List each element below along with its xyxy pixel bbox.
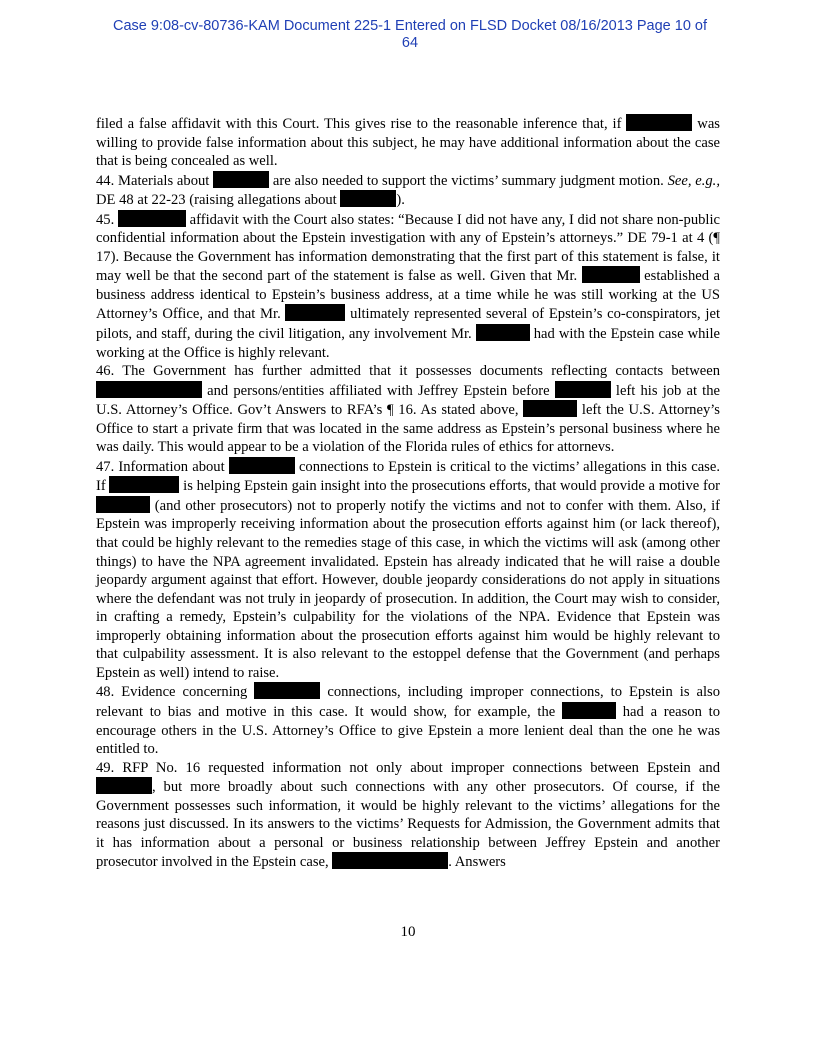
text-run: 45. (96, 211, 118, 228)
text-run: and persons/entities affiliated with Jeffrey Epstein before (202, 382, 555, 399)
text-run: 48. Evidence concerning (96, 684, 255, 701)
text-run: 49. RFP No. 16 requested information not only about improper connections between Epstein and (96, 759, 720, 776)
redaction-box (626, 114, 692, 131)
redaction-box (555, 381, 611, 398)
text-run: established a business address identical to Epstein’s business address, at a time while he was still working at the US Attorney’s Office, and that Mr. (96, 268, 720, 323)
text-run: is helping Epstein gain insight into the prosecutions efforts, that would provide a motive for (179, 478, 720, 495)
redaction-box (213, 171, 269, 188)
document-body (96, 114, 720, 872)
redaction-box (285, 304, 345, 321)
text-run: 46. The Government has further admitted that it possesses documents reflecting contacts between (96, 363, 720, 380)
docket-header-line2: 64 (401, 35, 419, 51)
text-run: had a reason to encourage others in the U.S. Attorney’s Office to give Epstein a more lenient deal than the one he was entitled to. (96, 703, 720, 758)
redaction-box (96, 496, 150, 513)
redaction-box (96, 381, 202, 398)
text-run: , but more broadly about such connections with any other prosecutors. Of course, if the Government possesses such information, it would be highly relevant to the victims’ allegations for the reasons just discussed. In its answers to the victims’ Requests for Admission, the Government admits that it has information about a personal or business relationship between Jeffrey Epstein and another prosecutor involved in the Epstein case, (96, 779, 720, 871)
redaction-box (332, 852, 448, 869)
redaction-box (523, 400, 577, 417)
redaction-box (476, 324, 530, 341)
text-run: 47. Information about (96, 458, 229, 475)
paragraph-44 (96, 171, 720, 210)
redaction-box (562, 702, 616, 719)
text-run: ultimately represented several of Epstein’s co-conspirators, jet pilots, and staff, during the civil litigation, any involvement Mr. (96, 306, 720, 343)
text-run: 44. Materials about (96, 172, 214, 189)
text-run: filed a false affidavit with this Court. This gives rise to the reasonable inference that, if (96, 116, 627, 132)
redaction-box (96, 777, 152, 794)
paragraph-49 (96, 759, 720, 872)
text-run: . Answers (448, 854, 506, 871)
text-run: are also needed to support the victims’ summary judgment motion. (269, 172, 668, 189)
page-number: 10 (400, 924, 416, 940)
text-run: had with the Epstein case while working at the Office is highly relevant. (96, 326, 721, 361)
docket-header-line1: Case 9:08-cv-80736-KAM Document 225-1 Entered on FLSD Docket 08/16/2013 Page 10 of (112, 18, 708, 34)
paragraph-continuation (96, 114, 720, 171)
paragraph-46 (96, 362, 720, 457)
redaction-box (229, 457, 295, 474)
redaction-box (118, 210, 186, 227)
paragraph-48 (96, 682, 720, 758)
text-run: was willing to provide false information about this subject, he may have additional information about the case that is being concealed as well. (96, 116, 720, 170)
redaction-box (109, 476, 179, 493)
paragraph-45 (96, 210, 720, 362)
citation-signal: See, e.g., (667, 172, 720, 189)
redaction-box (340, 190, 396, 207)
text-run: left his job at the U.S. Attorney’s Office. Gov’t Answers to RFA’s ¶ 16. As stated above, (96, 382, 721, 419)
text-run: ). (396, 192, 405, 209)
text-run: connections, including improper connections, to Epstein is also relevant to bias and motive in this case. It would show, for example, the (96, 684, 721, 720)
redaction-box (582, 266, 640, 283)
docket-header (60, 18, 760, 52)
text-run: affidavit with the Court also states: “Because I did not have any, I did not share non-public confidential information about the Epstein investigation with any of Epstein’s attorneys.” DE 79-1 at 4 (¶ 17). Because the Government has information demonstrating that the first part of this statement is false, it may well be that the second part of the statement is false as well. Given that Mr. (96, 211, 721, 285)
text-run: (and other prosecutors) not to properly notify the victims and not to confer with them. Also, if Epstein was improperly receiving information about the prosecution efforts against him (or lack thereof), that could be highly relevant to the remedies stage of this case, in which the victims will ask (among other things) to have the NPA agreement invalidated. Epstein has already indicated that he will raise a double jeopardy argument against that effort. However, double jeopardy considerations do not apply in situations where the defendant was not truly in jeopardy of prosecution. In addition, the Court may wish to consider, in crafting a remedy, Epstein’s culpability for the violations of the NPA. Evidence that Epstein was improperly obtaining information about the prosecution efforts against him would be highly relevant to that culpability assessment. It is also relevant to the estoppel defense that the Government (and perhaps Epstein as well) intend to raise. (96, 497, 720, 681)
text-run: DE 48 at 22-23 (raising allegations about (96, 192, 341, 209)
redaction-box (254, 682, 320, 699)
paragraph-47 (96, 457, 720, 683)
text-run: left the U.S. Attorney’s Office to start a private firm that was located in the same address as Epstein’s personal business where he was daily. This would appear to be a violation of the Florida rules of ethics for attornevs. (96, 402, 720, 456)
text-run: connections to Epstein is critical to the victims’ allegations in this case. If (96, 458, 720, 495)
